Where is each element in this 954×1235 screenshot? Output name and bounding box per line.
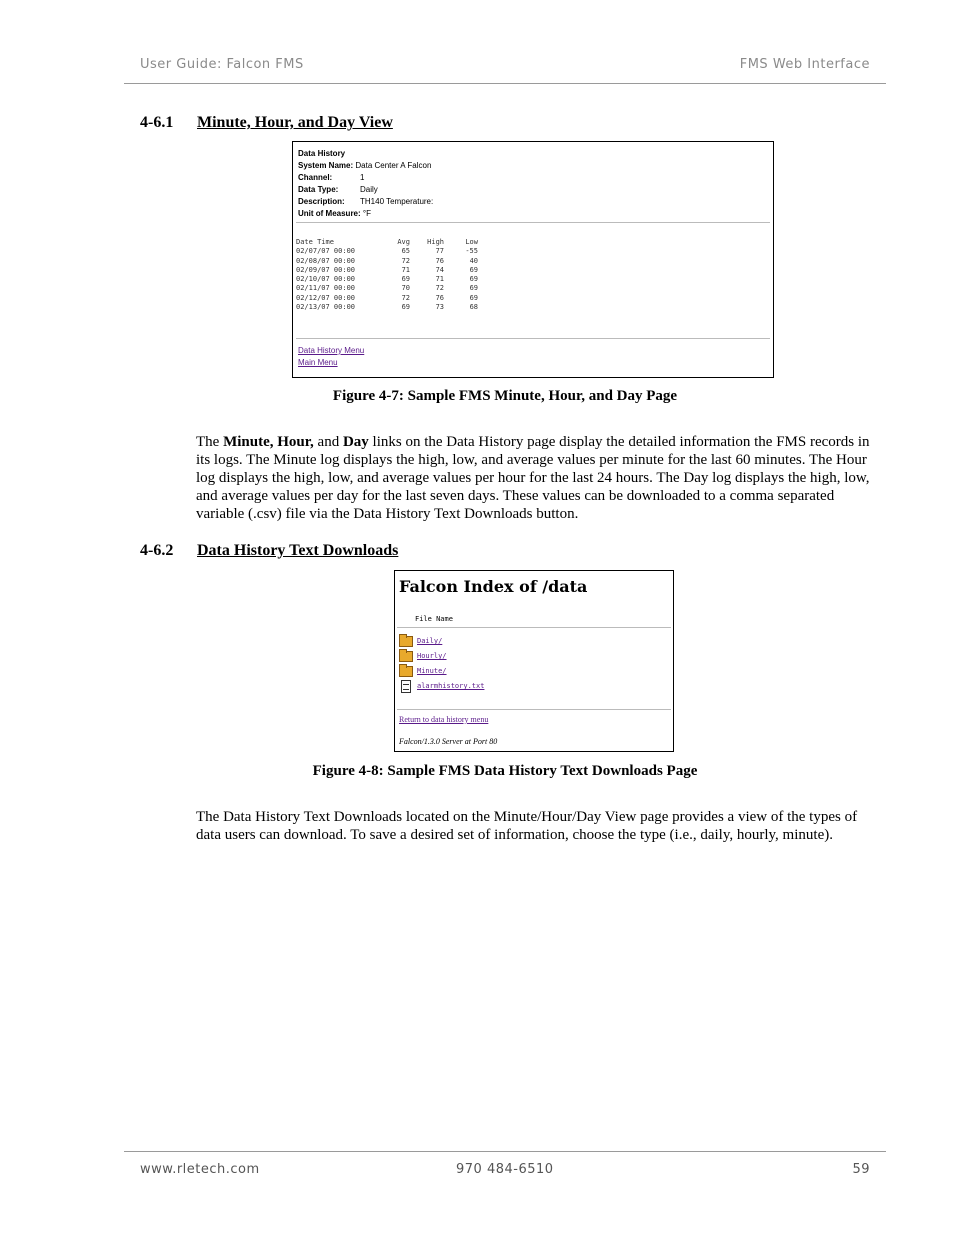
field-label: Data Type:	[298, 185, 339, 194]
data-history-title: Data History	[298, 149, 346, 158]
body-paragraph-2: The Data History Text Downloads located on the Minute/Hour/Day View page provides a view of the types of data users can download. To save a desired set of information, choose the type (i.e., daily, hourly, minute).	[196, 809, 858, 843]
server-signature: Falcon/1.3.0 Server at Port 80	[399, 737, 498, 746]
table-row: 02/12/07 00:00 72 76 69	[296, 293, 478, 302]
section-number: 4-6.2	[140, 542, 174, 559]
main-menu-link[interactable]: Main Menu	[298, 358, 338, 367]
divider	[296, 222, 770, 223]
return-to-data-history-link[interactable]: Return to data history menu	[399, 715, 489, 724]
data-history-info	[298, 148, 433, 220]
section-number: 4-6.1	[140, 114, 174, 131]
field-value: Data Center A Falcon	[355, 161, 432, 170]
section-title: Data History Text Downloads	[197, 542, 399, 559]
page-header	[124, 57, 886, 84]
index-title: Falcon Index of /data	[399, 577, 588, 596]
figure-data-index-page	[394, 570, 674, 752]
column-header: Date Time	[296, 238, 334, 246]
list-item	[399, 650, 447, 665]
hourly-folder-link[interactable]: Hourly/	[417, 652, 447, 660]
daily-folder-link[interactable]: Daily/	[417, 637, 443, 645]
column-header: Low	[465, 238, 478, 246]
section-heading-4-6-1	[140, 114, 393, 132]
header-doc-title: User Guide: Falcon FMS	[140, 57, 304, 72]
folder-icon	[399, 636, 413, 647]
text-file-icon	[401, 680, 411, 693]
divider	[397, 627, 671, 628]
figure-caption-4-7: Figure 4-7: Sample FMS Minute, Hour, and Day Page	[332, 388, 678, 404]
data-history-table	[296, 238, 478, 312]
section-title: Minute, Hour, and Day View	[197, 114, 393, 131]
table-row: 02/07/07 00:00 65 77 -55	[296, 247, 478, 256]
data-history-menu-link[interactable]: Data History Menu	[298, 346, 365, 355]
list-item	[399, 680, 485, 695]
table-row: 02/09/07 00:00 71 74 69	[296, 265, 478, 274]
list-item	[399, 635, 443, 650]
column-header: High	[427, 238, 444, 246]
header-section-title: FMS Web Interface	[739, 57, 870, 72]
column-header: Avg	[397, 238, 410, 246]
alarmhistory-file-link[interactable]: alarmhistory.txt	[417, 682, 485, 690]
field-label: Channel:	[298, 173, 333, 182]
field-value: °F	[362, 209, 371, 218]
list-item	[399, 665, 447, 680]
field-value: 1	[360, 173, 365, 182]
section-heading-4-6-2	[140, 542, 398, 560]
figure-data-history-page	[292, 141, 774, 378]
page-footer	[124, 1151, 886, 1177]
data-history-links	[298, 345, 364, 369]
file-name-column-header: File Name	[415, 615, 453, 623]
folder-icon	[399, 651, 413, 662]
field-value: Daily	[360, 185, 378, 194]
field-label: Unit of Measure:	[298, 209, 361, 218]
field-value: TH140 Temperature:	[360, 197, 434, 206]
field-label: System Name:	[298, 161, 354, 170]
divider	[397, 709, 671, 710]
field-label: Description:	[298, 197, 345, 206]
table-row: 02/10/07 00:00 69 71 69	[296, 275, 478, 284]
page-number: 59	[852, 1162, 870, 1177]
minute-folder-link[interactable]: Minute/	[417, 667, 447, 675]
figure-caption-4-8: Figure 4-8: Sample FMS Data History Text Downloads Page	[312, 763, 698, 779]
folder-icon	[399, 666, 413, 677]
table-row: 02/13/07 00:00 69 73 68	[296, 303, 478, 312]
table-header-row	[296, 238, 478, 247]
table-row: 02/11/07 00:00 70 72 69	[296, 284, 478, 293]
footer-phone: 970 484-6510	[456, 1162, 554, 1177]
footer-website: www.rletech.com	[140, 1162, 260, 1177]
body-paragraph-1: The Minute, Hour, and Day links on the Data History page display the detailed information the FMS records in its logs. The Minute log displays the high, low, and average values per minute for the last 60 minutes. The Hour log displays the high, low, and average values per hour for the last 24 hours. The Day log displays the high, low, and average values per day for the last seven days. These values can be downloaded to a comma separated variable (.csv) file via the Data History Text Downloads button.	[196, 434, 870, 522]
table-row: 02/08/07 00:00 72 76 40	[296, 256, 478, 265]
divider	[296, 338, 770, 339]
